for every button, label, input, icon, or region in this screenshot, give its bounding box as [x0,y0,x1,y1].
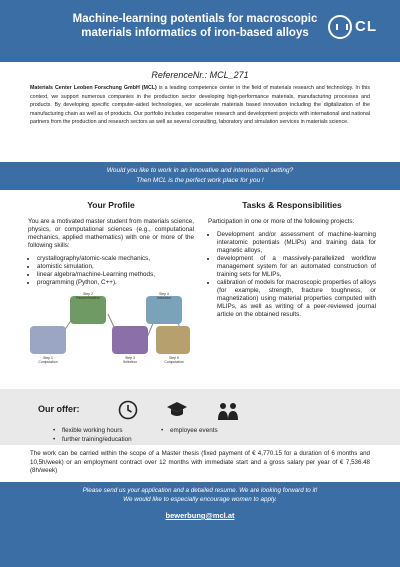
motivation-banner [0,162,400,190]
offer-section [0,389,400,445]
workflow-diagram [28,292,194,372]
skill-item: • atomistic simulation, [37,263,194,271]
offer-item: • employee events [170,427,218,434]
task-item: • calibration of models for macroscopic properties of alloys (for example, strength, fracture toughness, or magnetization) using material properties computed with MLIPs, as well as writing of a peer-reviewed journal article on the obtained results. [217,279,376,319]
offer-item: • further training/education [62,436,132,443]
banner-line-2: Then MCL is the perfect work place for you ! [136,176,264,184]
header-banner [0,0,400,62]
step-1-label: Step 1 Computation [38,356,58,364]
title-line-1: Machine-learning potentials for macroscopic [72,13,318,25]
offer-title: Our offer: [38,404,80,414]
clock-icon [118,400,138,420]
tasks-text: Participation in one or more of the following projects: [208,218,355,225]
step-3-image [112,326,148,354]
task-item: • development of a massively-parallelized workflow management system for an automated construction of training sets for MLIPs, [217,255,376,279]
graduation-cap-icon [166,400,188,420]
application-email-link[interactable]: bewerbung@mcl.at [165,511,235,520]
skills-list [28,255,194,287]
offer-item: • flexible working hours [62,427,123,434]
skill-item: • linear algebra/machine-Learning methods, [37,271,194,279]
step-1-image [30,326,66,354]
mcl-logo-letters: CL [355,18,377,35]
step-2-image [70,296,106,324]
company-description: is a leading competence center in the field of materials research and technology. In this context, we support numerous companies in the production sector developing high-performance materials, manufacturing processes and products. By developing specific computer-aided technologies, we accelerate materials based innovation including the digitalization of the manufacturing chain as well as of products. Our portfolio includes cooperative research and development projects with international and national partners from the production and research sectors as well as several consulting, laboratory and simulation services in materials science. [30,85,370,125]
skill-item: • crystallography/atomic-scale mechanics, [37,255,194,263]
tasks-section [208,218,376,319]
banner-line-1: Would you like to work in an innovative and international setting? [106,167,294,174]
step-3-label: Step 3 Selection [123,356,137,364]
step-5-label: Step 5 Computation [164,356,184,364]
mcl-logo-circle-icon [328,15,352,39]
footer-line-1: Please send us your application and a detailed resume. We are looking forward to it! [82,487,318,494]
step-2-label: Step 2 Parametrization [76,292,100,300]
tasks-heading: Tasks & Responsibilities [242,200,342,210]
profile-section [28,218,194,287]
profile-heading: Your Profile [87,200,135,210]
posting-title [70,12,320,40]
footer-line-2: We would like to especially encourage women to apply. [123,496,277,503]
company-name: Materials Center Leoben Forschung GmbH (MCL) [30,85,157,91]
skill-item: • programming (Python, C++). [37,279,194,287]
company-intro [30,84,370,127]
employment-conditions: The work can be carried within the scope of a Master thesis (fixed payment of € 4,770.15 for a duration of 6 months and 10,5h/week) or an employment contract over 12 months with immediate start and a gross salary per year of € 7,536.48 (8h/week) [30,450,370,474]
tasks-list [208,231,376,319]
footer-banner [0,482,400,567]
task-item: • Development and/or assessment of machine-learning interatomic potentials (MLIPs) and training data for magnetic alloys, [217,231,376,255]
step-5-image [156,326,190,354]
title-line-2: materials informatics of iron-based alloys [81,27,309,39]
profile-text: You are a motivated master student from materials science, physics, or computational sciences (e.g., computational mechanics, applied mathematics) with one or more of the following skills: [28,218,194,249]
step-4-image [146,296,182,324]
people-icon [216,400,240,422]
step-4-label: Step 4 Validation [156,292,172,300]
reference-number: ReferenceNr.: MCL_271 [151,70,249,80]
mcl-logo [328,15,390,43]
